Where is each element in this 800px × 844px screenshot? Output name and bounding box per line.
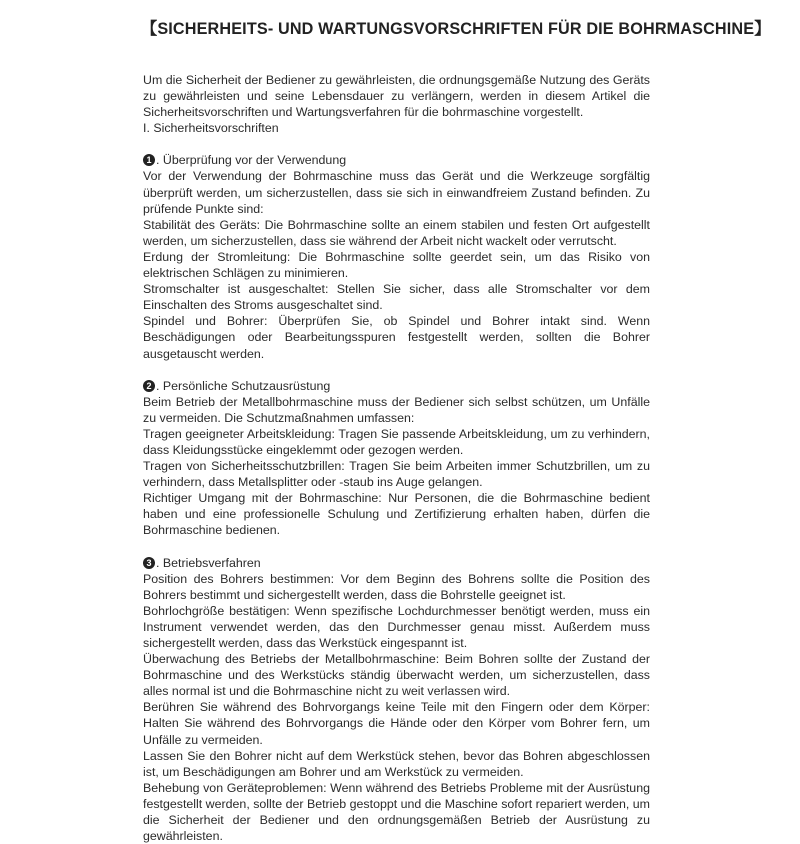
paragraph: Beim Betrieb der Metallbohrmaschine muss der Bediener sich selbst schützen, um Unfälle zu vermeiden. Die Schutzmaßnahmen umfassen: [143, 394, 650, 425]
paragraph: Stromschalter ist ausgeschaltet: Stellen Sie sicher, dass alle Stromschalter vor dem Einschalten des Stroms ausgeschaltet sind. [143, 282, 650, 313]
spacer [143, 362, 650, 378]
paragraph: Berühren Sie während des Bohrvorgangs keine Teile mit den Fingern oder dem Körper: Halten Sie während des Bohrvorgangs die Hände oder den Körper vom Bohrer fern, um Unfälle zu vermeiden. [143, 700, 650, 747]
paragraph: Tragen geeigneter Arbeitskleidung: Tragen Sie passende Arbeitskleidung, um zu verhindern, dass Kleidungsstücke eingeklemmt oder gezogen werden. [143, 426, 650, 457]
section-heading [143, 152, 650, 168]
numbered-circle-icon: 2 [143, 380, 155, 392]
paragraph: Stabilität des Geräts: Die Bohrmaschine sollte an einem stabilen und festen Ort aufgestellt werden, um sicherzustellen, dass sie während der Arbeit nicht wackelt oder verrutscht. [143, 217, 650, 248]
paragraph: Richtiger Umgang mit der Bohrmaschine: Nur Personen, die die Bohrmaschine bedient haben und eine professionelle Schulung und Zertifizierung erhalten haben, dürfen die Bohrmaschine bedienen. [143, 491, 650, 538]
section-heading [143, 378, 650, 394]
paragraph: Lassen Sie den Bohrer nicht auf dem Werkstück stehen, bevor das Bohren abgeschlossen ist, um Beschädigungen am Bohrer und am Werkstück zu vermeiden. [143, 748, 650, 779]
section-heading-text: . Persönliche Schutzausrüstung [156, 378, 331, 393]
paragraph: Vor der Verwendung der Bohrmaschine muss das Gerät und die Werkzeuge sorgfältig überprüft werden, um sicherzustellen, dass sie sich in einwandfreiem Zustand befinden. Zu prüfende Punkte sind: [143, 169, 650, 216]
spacer [143, 136, 650, 152]
paragraph: Bohrlochgröße bestätigen: Wenn spezifische Lochdurchmesser benötigt werden, muss ein Instrument verwendet werden, das den Durchmesser genau misst. Außerdem muss sichergestellt werden, dass das Werkstück eingespannt ist. [143, 603, 650, 650]
part-heading: I. Sicherheitsvorschriften [143, 121, 279, 136]
intro-paragraph: Um die Sicherheit der Bediener zu gewährleisten, die ordnungsgemäße Nutzung des Geräts zu gewährleisten und seine Lebensdauer zu verlängern, werden in diesem Artikel die Sicherheitsvorschriften und Wartungsverfahren für die bohrmaschine vorgestellt. [143, 73, 650, 120]
paragraph: Überwachung des Betriebs der Metallbohrmaschine: Beim Bohren sollte der Zustand der Bohrmaschine und des Werkstücks ständig überwacht werden, um sicherzustellen, dass alles normal ist und die Bohrmaschine nicht zu weit verlassen wird. [143, 652, 650, 699]
section-3 [143, 555, 650, 844]
spacer [143, 539, 650, 555]
numbered-circle-icon: 1 [143, 154, 155, 166]
paragraph: Behebung von Geräteproblemen: Wenn während des Betriebs Probleme mit der Ausrüstung festgestellt werden, sollte der Betrieb gestoppt und die Maschine sofort repariert werden, um die Sicherheit der Bediener und den ordnungsgemäßen Betrieb der Ausrüstung zu gewährleisten. [143, 780, 650, 844]
paragraph: Tragen von Sicherheitsschutzbrillen: Tragen Sie beim Arbeiten immer Schutzbrillen, um zu verhindern, dass Metallsplitter oder -staub ins Auge gelangen. [143, 459, 650, 490]
numbered-circle-icon: 3 [143, 557, 155, 569]
paragraph: Position des Bohrers bestimmen: Vor dem Beginn des Bohrens sollte die Position des Bohrers bestimmt und sichergestellt werden, dass die Bohrstelle geeignet ist. [143, 571, 650, 602]
document-body [143, 72, 650, 844]
paragraph: Spindel und Bohrer: Überprüfen Sie, ob Spindel und Bohrer intakt sind. Wenn Beschädigungen oder Bearbeitungsspuren festgestellt werden, sollten die Bohrer ausgetauscht werden. [143, 314, 650, 361]
document-title: 【SICHERHEITS- UND WARTUNGSVORSCHRIFTEN FÜR DIE BOHRMASCHINE】 [141, 20, 771, 38]
section-1 [143, 152, 650, 361]
paragraph: Erdung der Stromleitung: Die Bohrmaschine sollte geerdet sein, um das Risiko von elektrischen Schlägen zu minimieren. [143, 249, 650, 281]
section-heading-text: . Überprüfung vor der Verwendung [156, 153, 347, 168]
section-2 [143, 378, 650, 539]
section-heading [143, 555, 650, 571]
section-heading-text: . Betriebsverfahren [156, 555, 261, 570]
